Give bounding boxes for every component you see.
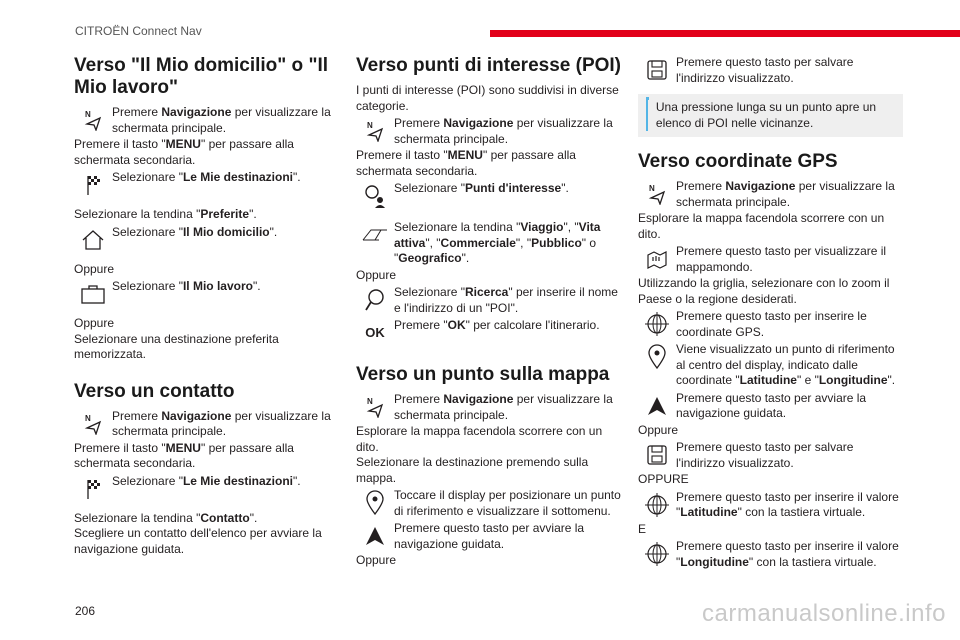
favorite-destination-instruction: Selezionare una destinazione preferita memorizzata. <box>74 331 279 361</box>
step-save-address: Premere questo tasto per salvare l'indirizzo visualizzato. <box>638 440 903 471</box>
ok-button-label: OK <box>365 325 385 341</box>
step-navigation: N Premere Navigazione per visualizzare la schermata principale. <box>356 116 621 147</box>
or-label: Oppure <box>356 267 397 282</box>
favorites-instruction: Selezionare la tendina "Preferite". <box>74 207 257 221</box>
step-navigation: N Premere Navigazione per visualizzare la schermata principale. <box>356 392 621 423</box>
svg-text:N: N <box>367 121 373 130</box>
select-destination-instruction: Selezionare la destinazione premendo sulla mappa. <box>356 455 589 485</box>
menu-instruction: Premere il tasto "MENU" per passare alla schermata secondaria. <box>356 148 576 178</box>
or-label: Oppure <box>638 422 679 437</box>
step-touch-display: Toccare il display per posizionare un punto di riferimento e visualizzare il sottomenu. <box>356 488 621 519</box>
home-icon <box>74 225 112 255</box>
save-disk-icon <box>638 440 676 470</box>
step-longitude: Premere questo tasto per inserire il valore "Longitudine" con la tastiera virtuale. <box>638 539 903 570</box>
running-header: CITROËN Connect Nav <box>75 24 202 38</box>
svg-text:N: N <box>85 110 91 119</box>
navigation-arrow-icon <box>356 116 394 146</box>
step-navigation: N Premere Navigazione per visualizzare la schermata principale. <box>638 179 903 210</box>
column-3 <box>638 55 903 571</box>
step-start-guidance: Premere questo tasto per avviare la navigazione guidata. <box>638 391 903 422</box>
section-title-map-point: Verso un punto sulla mappa <box>356 364 610 385</box>
checkered-flag-icon <box>74 474 112 504</box>
road-icon <box>356 220 394 250</box>
step-globe: Premere questo tasto per visualizzare il mappamondo. <box>638 244 903 275</box>
page-number: 206 <box>75 604 96 618</box>
save-disk-icon <box>638 55 676 85</box>
step-navigation: N Premere Navigazione per visualizzare la schermata principale. <box>74 409 339 440</box>
section-title-gps: Verso coordinate GPS <box>638 151 838 172</box>
search-icon <box>356 285 394 315</box>
step-start-guidance: Premere questo tasto per avviare la navigazione guidata. <box>356 521 621 552</box>
step-my-destinations: Selezionare "Le Mie destinazioni". <box>74 474 339 504</box>
globe-crosshair-icon <box>638 539 676 569</box>
navigation-arrow-icon <box>74 105 112 135</box>
location-pin-icon <box>638 342 676 372</box>
step-poi: Selezionare "Punti d'interesse". <box>356 181 621 211</box>
menu-instruction: Premere il tasto "MENU" per passare alla schermata secondaria. <box>74 440 294 470</box>
or-label: Oppure <box>74 316 115 330</box>
svg-text:N: N <box>367 397 373 406</box>
globe-crosshair-icon <box>638 490 676 520</box>
or-label: Oppure <box>74 261 115 276</box>
poi-person-icon <box>356 181 394 211</box>
info-note: Una pressione lunga su un punto apre un elenco di POI nelle vicinanze. <box>638 94 903 137</box>
svg-text:N: N <box>85 413 91 423</box>
checkered-flag-icon <box>74 170 112 200</box>
svg-text:N: N <box>649 184 655 193</box>
step-my-home: Selezionare "Il Mio domicilio". <box>74 225 339 255</box>
briefcase-icon <box>74 279 112 309</box>
watermark: carmanualsonline.info <box>702 600 946 627</box>
step-search: Selezionare "Ricerca" per inserire il nome e l'indirizzo di un "POI". <box>356 285 621 316</box>
step-poi-categories: Selezionare la tendina "Viaggio", "Vita attiva", "Commerciale", "Pubblico" o "Geografico". <box>356 220 621 267</box>
and-label: E <box>638 521 647 536</box>
step-my-destinations: Selezionare "Le Mie destinazioni". <box>74 170 339 200</box>
location-pin-icon <box>356 488 394 518</box>
hand-map-icon <box>638 244 676 274</box>
or-label: OPPURE <box>638 472 689 486</box>
section-title-poi: Verso punti di interesse (POI) <box>356 55 622 76</box>
section-title-contact: Verso un contatto <box>74 380 235 402</box>
step-ok: OK Premere "OK" per calcolare l'itinerario. <box>356 318 621 348</box>
step-my-work: Selezionare "Il Mio lavoro". <box>74 279 339 309</box>
contact-select-instruction: Scegliere un contatto dell'elenco per avviare la navigazione guidata. <box>74 526 322 556</box>
navigation-arrow-icon <box>638 179 676 209</box>
menu-instruction: Premere il tasto "MENU" per passare alla schermata secondaria. <box>74 137 294 167</box>
scroll-map-instruction: Esplorare la mappa facendola scorrere con un dito. <box>356 424 603 454</box>
header-accent-bar <box>490 30 960 37</box>
step-navigation: N Premere Navigazione per visualizzare la schermata principale. <box>74 105 339 136</box>
grid-zoom-instruction: Utilizzando la griglia, selezionare con lo zoom il Paese o la regione desiderati. <box>638 276 890 306</box>
step-latitude: Premere questo tasto per inserire il valore "Latitudine" con la tastiera virtuale. <box>638 490 903 521</box>
step-gps-coordinates: Premere questo tasto per inserire le coordinate GPS. <box>638 309 903 340</box>
scroll-map-instruction: Esplorare la mappa facendola scorrere con un dito. <box>638 211 885 241</box>
globe-crosshair-icon <box>638 309 676 339</box>
section-title-home-work: Verso "Il Mio domicilio" o "Il Mio lavoro" <box>74 55 329 98</box>
column-2 <box>356 55 621 569</box>
contact-tab-instruction: Selezionare la tendina "Contatto". <box>74 510 258 525</box>
step-reference-point: Viene visualizzato un punto di riferimento al centro del display, indicato dalle coordinate "Latitudine" e "Longitudine". <box>638 342 903 389</box>
navigation-arrow-icon <box>356 392 394 422</box>
poi-intro: I punti di interesse (POI) sono suddivisi in diverse categorie. <box>356 83 619 113</box>
or-label: Oppure <box>356 553 397 567</box>
step-save-address: Premere questo tasto per salvare l'indirizzo visualizzato. <box>638 55 903 86</box>
info-icon <box>646 100 648 131</box>
column-1 <box>74 55 339 557</box>
start-navigation-icon <box>638 391 676 421</box>
start-navigation-icon <box>356 521 394 551</box>
navigation-arrow-icon <box>74 409 112 439</box>
